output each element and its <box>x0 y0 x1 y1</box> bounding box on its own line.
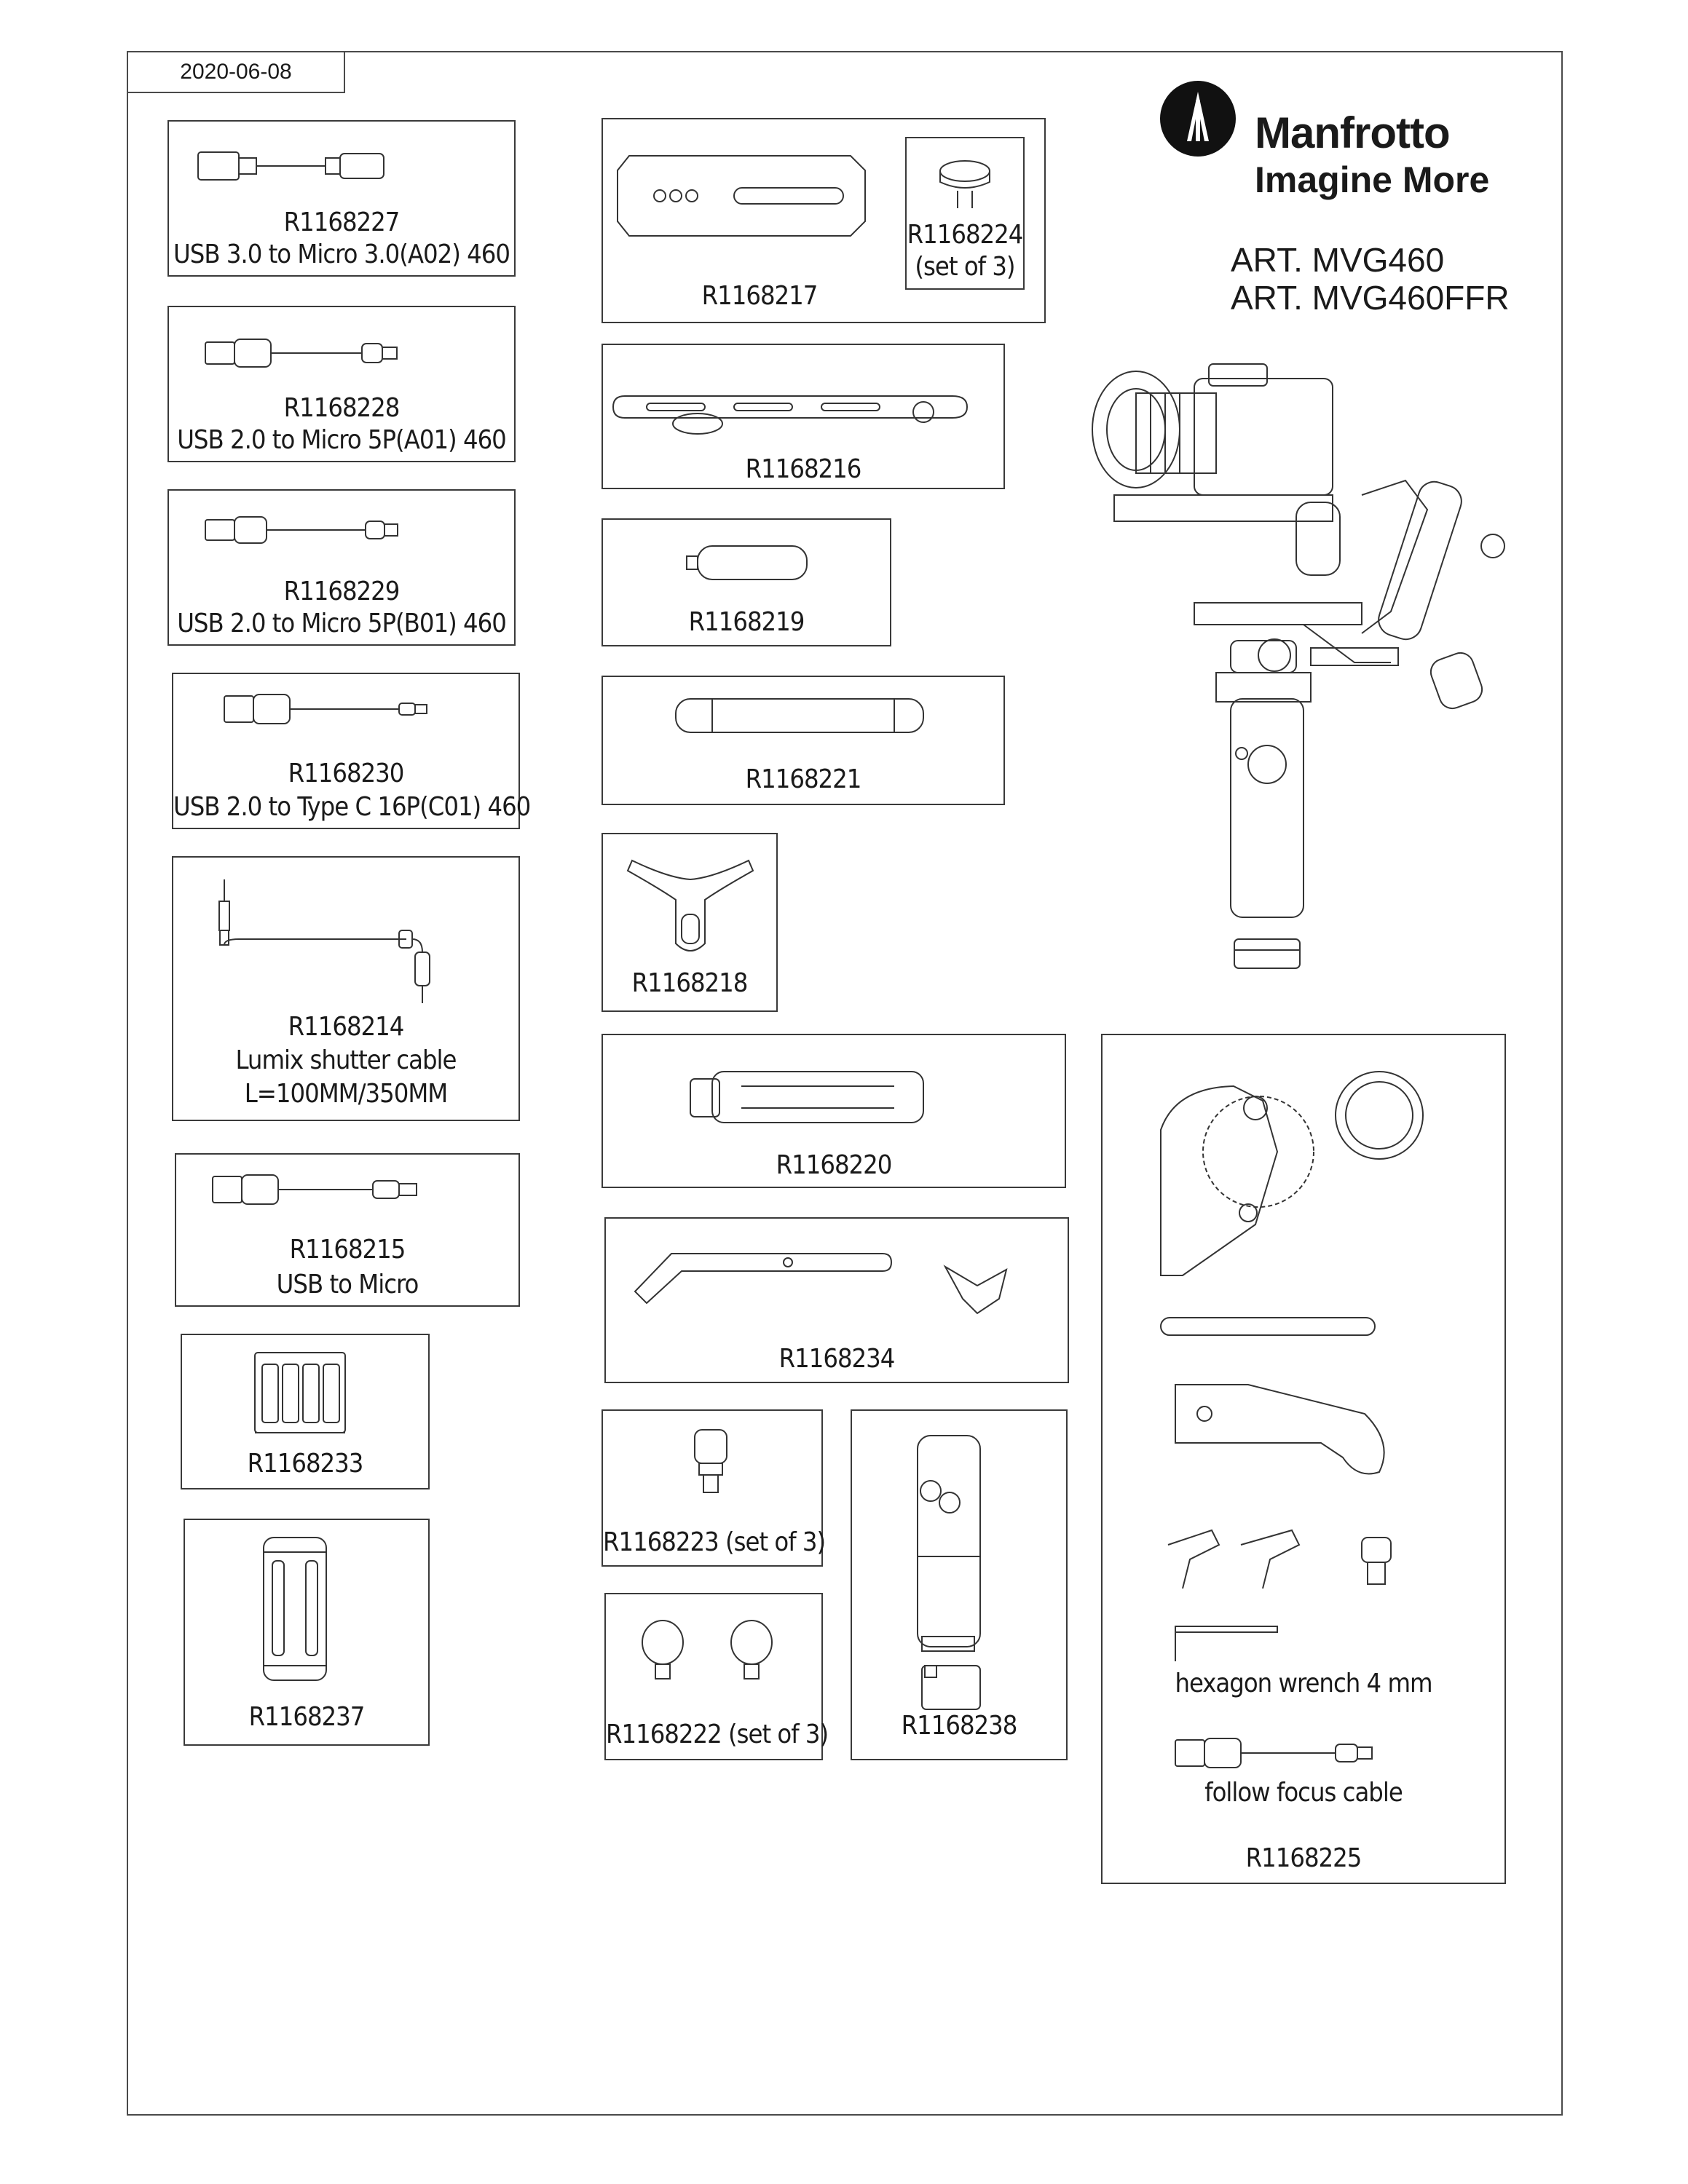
article-code: ART. MVG460 <box>1231 241 1445 279</box>
part-code: R1168214 <box>288 1012 404 1042</box>
part-box-r1168214 <box>172 856 520 1121</box>
follow-focus-kit-icon <box>1103 1035 1507 1886</box>
part-code: R1168233 <box>247 1449 363 1479</box>
part-description: USB to Micro <box>276 1270 419 1299</box>
part-code: R1168225 <box>1245 1843 1362 1873</box>
part-box-r1168230 <box>172 673 531 829</box>
part-code: R1168224 <box>907 220 1023 250</box>
remote-handle-icon <box>852 1411 1069 1762</box>
part-box-r1168216 <box>602 344 1005 489</box>
part-box-r1168215 <box>175 1153 520 1307</box>
part-code: R1168218 <box>631 968 748 998</box>
document-date: 2020-06-08 <box>127 51 345 93</box>
part-code: R1168221 <box>745 764 861 794</box>
brand-name: Manfrotto <box>1255 108 1450 157</box>
brand-block <box>1158 73 1537 211</box>
part-box-r1168220 <box>602 1034 1066 1188</box>
manfrotto-logo-icon <box>1158 79 1238 159</box>
part-description: USB 3.0 to Micro 3.0(A02) 460 <box>173 240 510 269</box>
part-description: USB 2.0 to Type C 16P(C01) 460 <box>173 792 531 822</box>
accessory-label: hexagon wrench 4 mm <box>1175 1669 1432 1698</box>
part-box-r1168237 <box>184 1519 430 1746</box>
part-code: R1168228 <box>283 393 400 423</box>
part-box-r1168219 <box>602 518 891 646</box>
part-code: R1168223 (set of 3) <box>603 1527 826 1557</box>
part-box-r1168228 <box>167 306 516 462</box>
part-code: R1168238 <box>901 1711 1017 1741</box>
part-description: (set of 3) <box>915 252 1015 282</box>
part-box-r1168221 <box>602 676 1005 805</box>
part-box-r1168227 <box>167 120 516 277</box>
gimbal-illustration <box>1085 349 1537 976</box>
accessory-label: follow focus cable <box>1204 1778 1403 1808</box>
part-box-r1168224 <box>905 137 1025 290</box>
part-code: R1168219 <box>688 607 805 637</box>
article-code: ART. MVG460FFR <box>1231 279 1510 317</box>
part-box-r1168234 <box>604 1217 1069 1383</box>
part-code: R1168216 <box>745 454 861 484</box>
part-length: L=100MM/350MM <box>244 1079 448 1109</box>
part-code: R1168234 <box>778 1344 895 1374</box>
part-code: R1168217 <box>701 281 818 311</box>
part-box-r1168238 <box>851 1409 1068 1760</box>
part-description: USB 2.0 to Micro 5P(A01) 460 <box>177 425 506 455</box>
part-box-r1168233 <box>181 1334 430 1489</box>
part-box-r1168217 <box>602 118 1046 323</box>
part-description: USB 2.0 to Micro 5P(B01) 460 <box>177 609 506 638</box>
part-code: R1168220 <box>776 1150 892 1180</box>
part-code: R1168222 (set of 3) <box>606 1720 829 1749</box>
part-code: R1168230 <box>288 759 404 788</box>
part-description: Lumix shutter cable <box>235 1045 457 1075</box>
part-code: R1168227 <box>283 207 400 237</box>
part-code: R1168229 <box>283 577 400 606</box>
part-box-r1168223 <box>602 1409 826 1567</box>
part-box-r1168229 <box>167 489 516 646</box>
part-box-r1168222 <box>604 1593 829 1760</box>
part-code: R1168237 <box>248 1702 365 1732</box>
brand-tagline: Imagine More <box>1255 159 1490 200</box>
part-box-r1168218 <box>602 833 778 1012</box>
part-code: R1168215 <box>289 1235 406 1265</box>
part-box-r1168225 <box>1101 1034 1506 1884</box>
